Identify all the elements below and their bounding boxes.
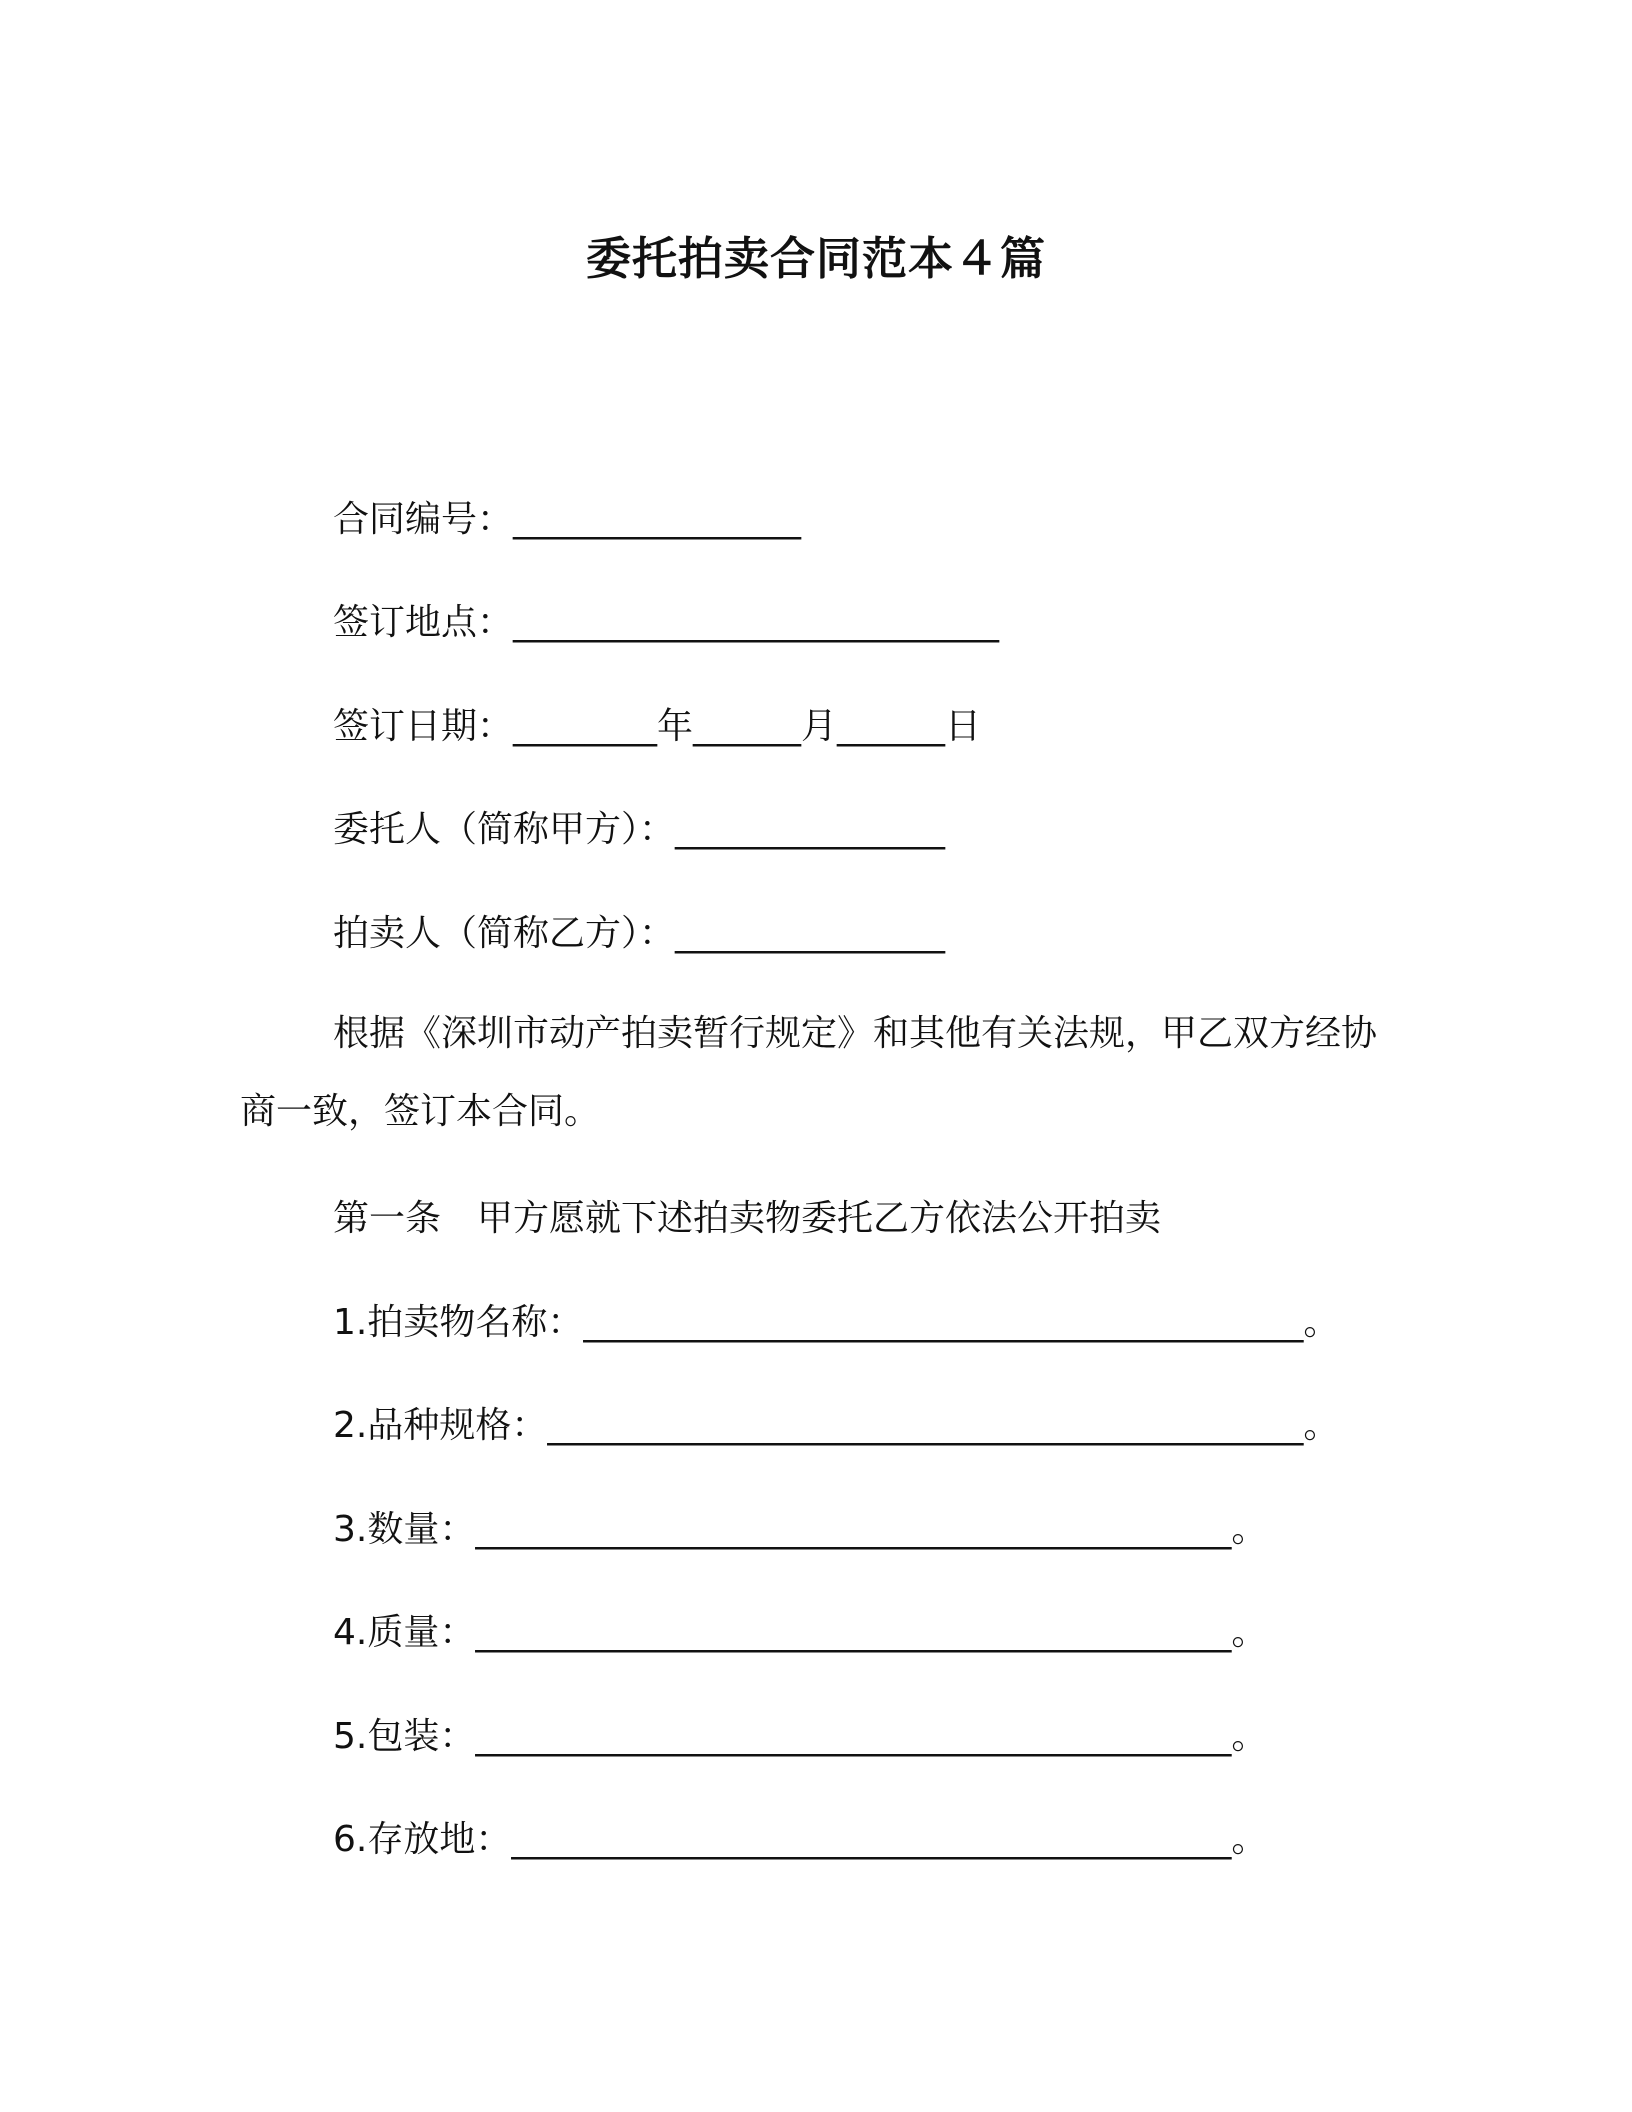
contract-number-field: 合同编号：________________ xyxy=(333,499,802,540)
auctioneer-field: 拍卖人（简称乙方）：_______________ xyxy=(333,913,946,954)
document-title: 委托拍卖合同范本４篇 xyxy=(585,232,1046,285)
item-auction-name: 1.拍卖物名称：________________________________________。 xyxy=(333,1302,1340,1343)
item-storage-location: 6.存放地：________________________________________。 xyxy=(333,1819,1268,1860)
signing-place-field: 签订地点：___________________________ xyxy=(333,602,1000,643)
article-1-heading: 第一条 甲方愿就下述拍卖物委托乙方依法公开拍卖 xyxy=(333,1198,1162,1239)
consignor-field: 委托人（简称甲方）：_______________ xyxy=(333,809,946,850)
intro-paragraph-text: 根据《深圳市动产拍卖暂行规定》和其他有关法规，甲乙双方经协商一致，签订本合同。 xyxy=(240,1013,1378,1132)
signing-date-field: 签订日期：________年______月______日 xyxy=(333,706,982,747)
item-quantity: 3.数量：__________________________________________。 xyxy=(333,1509,1268,1550)
item-variety-spec: 2.品种规格：__________________________________________。 xyxy=(333,1405,1340,1446)
item-packaging: 5.包装：__________________________________________。 xyxy=(333,1716,1268,1757)
intro-paragraph xyxy=(240,995,1380,1151)
item-quality: 4.质量：__________________________________________。 xyxy=(333,1612,1268,1653)
